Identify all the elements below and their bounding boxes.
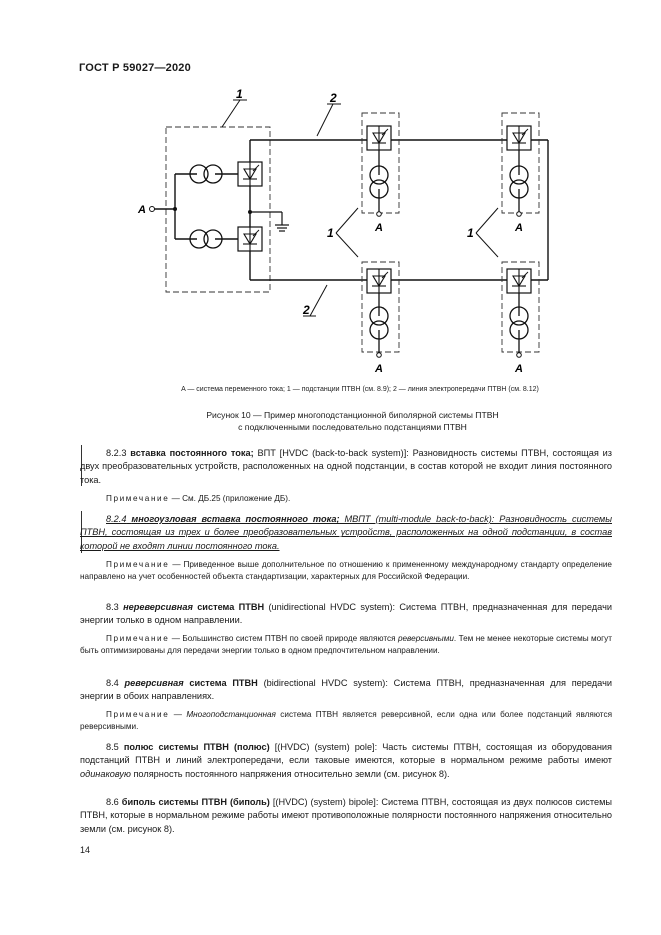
- note-italic: реверсивными: [397, 634, 454, 643]
- definition: ВПТ [HVDC (back-to-back system)]: Разновидность системы ПТВН, состоящая из двух преобразовательных устройств, расположенных на одной подстанции, в состав которой не входит линия постоянного тока.: [80, 448, 612, 485]
- term: многоузловая вставка постоянного тока;: [131, 514, 340, 524]
- station-1-boundary: [166, 127, 270, 292]
- label-a-1: A: [375, 222, 383, 234]
- section-8-5: [80, 741, 612, 781]
- figure-legend: A — система переменного тока; 1 — подстанции ПТВН (см. 8.9); 2 — линия электропередачи ПТВН (см. 8.12): [181, 386, 539, 393]
- note-text-1: — Большинство систем ПТВН по своей природе являются: [169, 634, 398, 643]
- section-number: 8.2.3: [106, 448, 127, 458]
- label-2-bottom: 2: [303, 303, 310, 317]
- label-a-2: A: [515, 222, 523, 234]
- figure-10-diagram: [130, 88, 560, 378]
- term-italic: реверсивная: [124, 678, 184, 688]
- label-2-top: 2: [330, 91, 337, 105]
- term: система ПТВН: [183, 678, 258, 688]
- definition-1: [(HVDC) (system) pole]: Часть системы ПТВН, состоящая из оборудования подстанций ПТВН и линий электропередачи, если таковые имеются, которые в нормальном режиме работы имеют: [80, 742, 613, 766]
- section-number: 8.3: [106, 602, 119, 612]
- note-8-2-4: [80, 559, 612, 583]
- definition: МВПТ (multi-module back-to-back): Разновидность системы ПТВН, состоящая из трех и более преобразовательных устройств, расположенных на одной подстанции, в состав которой не входят линии постоянного тока.: [80, 514, 612, 551]
- definition: [(HVDC) (system) bipole]: Система ПТВН, состоящая из двух полюсов системы ПТВН, которые в нормальном режиме работы имеют противоположные полярности постоянного напряжения относительно земли (см. рисунок 8).: [80, 797, 612, 834]
- note-8-4: [80, 709, 612, 733]
- figure-title-line1: Рисунок 10 — Пример многоподстанционной биполярной системы ПТВН: [206, 410, 499, 420]
- section-8-6: [80, 796, 612, 836]
- definition-2: полярность постоянного напряжения относительно земли (см. рисунок 8).: [130, 768, 450, 779]
- definition: (bidirectional HVDC system): Система ПТВН, предназначенная для передачи энергии в обоих направлениях.: [80, 678, 612, 702]
- label-1-mid-right: 1: [467, 226, 474, 240]
- label-a-4: A: [515, 363, 523, 375]
- note-text: — Приведенное выше дополнительное по отношению к примененному международному стандарту определение направлено на учет особенностей объекта стандартизации, характерных для Российской Федерации.: [80, 560, 612, 582]
- note-8-2-3: [80, 493, 612, 505]
- label-a-left: A: [138, 204, 146, 216]
- document-header: ГОСТ Р 59027—2020: [79, 62, 191, 74]
- term: система ПТВН: [192, 602, 265, 612]
- section-number: 8.2.4: [106, 514, 127, 524]
- section-number: 8.5: [106, 742, 119, 752]
- note-italic: Многоподстанционная: [186, 710, 276, 719]
- section-8-3: [80, 601, 612, 628]
- note-label: Примечание: [106, 560, 170, 569]
- note-label: Примечание: [106, 634, 170, 643]
- label-a-3: A: [375, 363, 383, 375]
- page-number: 14: [80, 845, 91, 855]
- label-1-mid-left: 1: [327, 226, 334, 240]
- note-text-1: —: [169, 710, 187, 719]
- note-label: Примечание: [106, 710, 170, 719]
- term-italic: нереверсивная: [123, 602, 193, 612]
- definition: (unidirectional HVDC system): Система ПТВН, предназначенная для передачи энергии только в одном направлении.: [80, 602, 612, 626]
- note-text-2: . Тем не менее некоторые системы могут быть оптимизированы для передачи энергии только в одном предпочтительном направлении.: [80, 634, 613, 656]
- section-8-2-3: [80, 447, 612, 487]
- figure-title-line2: с подключенными последовательно подстанциями ПТВН: [238, 422, 467, 432]
- note-text: — См. ДБ.25 (приложение ДБ).: [169, 494, 291, 503]
- term: биполь системы ПТВН (биполь): [121, 797, 270, 807]
- section-8-2-4: [80, 513, 612, 553]
- term: полюс системы ПТВН (полюс): [123, 742, 270, 752]
- section-number: 8.6: [106, 797, 119, 807]
- note-label: Примечание: [106, 494, 170, 503]
- note-text-2: система ПТВН является реверсивной, если одна или более подстанций являются реверсивными.: [80, 710, 612, 732]
- note-8-3: [80, 633, 612, 657]
- section-number: 8.4: [106, 678, 119, 688]
- figure-title: [80, 409, 625, 433]
- section-8-4: [80, 677, 612, 704]
- term: вставка постоянного тока;: [130, 448, 254, 458]
- label-1-top: 1: [236, 88, 243, 101]
- definition-italic: одинаковую: [80, 768, 131, 779]
